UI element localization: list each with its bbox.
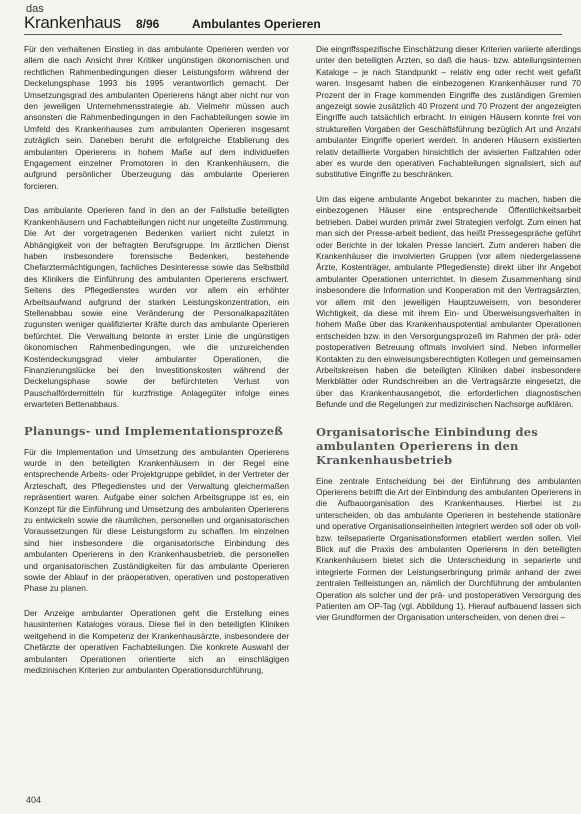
magazine-name-prefix: das <box>26 3 44 15</box>
paragraph: Der Anzeige ambulanter Operationen geht die Erstellung eines hausinternen Kataloges voraus. Diese fiel in den beteiligten Kliniken weitgehend in die Kompetenz der Krankenhausärzte, insbesondere der Chefärzte der operativen Fachabteilungen. Die konkrete Auswahl der ambulanten Operationen orientierte sich an einschlägigen medizinischen Kriterien zur ambulanten Operationsdurchführung, <box>24 607 289 675</box>
paragraph: Um das eigene ambulante Angebot bekannter zu machen, haben die einbezogenen Häuser eine entsprechende Öffentlichkeitsarbeit betrieben. Dabei wurden primär zwei Strategien verfolgt. Zum einen hat man sich der Presse-arbeit bedient, das heißt Pressegespräche geführt oder Berichte in der lokalen Presse lanciert. Zum anderen haben die Krankenhäuser die involvierten Gruppen (vor allem niedergelassene Ärzte, Kostenträger, ambulante Pflegedienste) direkt über ihr Angebot ambulanter Operationen unterrichtet. In diesem Zusammenhang sind insbesondere die Information und Kooperation mit den Vertragsärzten, vor allem mit den jeweiligen Hauptzuweisern, von besonderer Wichtigkeit, da diese mit ihrem Ein- und Überweisungsverhalten in hohem Maße über das Krankenhauspotential ambulanter Operationen entscheiden bzw. in den Versorgungsprozeß im Rahmen der prä- oder postoperativen Betreuung oftmals involviert sind. Neben informeller Kontakten zu den einweisungsberechtigten Kollegen und gemeinsamen Arbeitskreisen haben die beteiligten Kliniken dabei insbesondere Merkblätter oder Rundschreiben an die Vertragsärzte eingesetzt, die über das Krankenhausangebot, die erforderlichen diagnostischen Befunde und die Regelungen zur medizinischen Nachsorge aufklären. <box>316 193 581 410</box>
paragraph: Die eingriffsspezifische Einschätzung dieser Kriterien variierte allerdings unter den beteiligten Ärzten, so daß die haus- bzw. abteilungsinternen Kataloge – je nach Standpunkt – relativ eng oder recht weit gefaßt waren. Insgesamt haben die einbezogenen Krankenhäuser rund 70 Prozent der in Frage kommenden Eingriffe des zuständigen Gremien angezeigt sowie zusätzlich 40 Prozent und 70 Prozent der angezeigten Eingriffe auch tatsächlich erbracht. In einigen Häusern konnte frei von strukturellen Vorgaben der Geschäftsführung bezüglich Art und Anzahl ambulanter Eingriffe operiert werden. In anderen Häusern existierten relativ detaillierte Vorgaben hinsichtlich der avisierten Fallzahlen oder aber es wurde den operativen Fachabteilungen signalisiert, sich auf substitutive Eingriffe zu beschränken. <box>316 44 581 180</box>
section-rubric: Ambulantes Operieren <box>192 17 321 31</box>
paragraph: Das ambulante Operieren fand in den an der Fallstudie beteiligten Krankenhäusern und Fachabteilungen nicht nur ungeteilte Zustimmung. Die Art der vorgetragenen Bedenken variiert nicht zuletzt in Abhängigkeit von der befragten Berufsgruppe. Im ärztlichen Dienst haben insbesondere forensische Bedenken, bestehende Chefarztermächtigungen, fachliches Desinteresse sowie das Selbstbild des Klinikers die Einführung des ambulanten Operierens erschwert. Seitens des Pflegedienstes wurden vor allem ein erhöhter Arbeitsaufwand aufgrund der starken Leistungskonzentration, ein Stellenabbau sowie eine Veränderung der Personalkapazitäten zugunsten weniger qualifizierter Kräfte durch das ambulante Operieren befürchtet. Die Verwaltung betonte in erster Linie die ungünstigen ökonomischen Rahmenbedingungen, wie die unzureichenden Kostendeckungsgrad vieler ambulanter Operationen, die Finanzierungslücke bei den Investitionskosten während der Deckelungsphase sowie der befürchteten Verlust von Pauschalfördermitteln für kurzfristige Anlagegüter infolge eines erwarteten Bettenabbaus. <box>24 205 289 410</box>
section-heading: Planungs- und Implementationsprozeß <box>24 423 284 438</box>
magazine-name: Krankenhaus <box>24 13 121 32</box>
paragraph: Für die Implementation und Umsetzung des ambulanten Operierens wurde in den beteiligten Krankenhäusern in der Regel eine entsprechende Arbeits- oder Projektgruppe gebildet, in der Vertreter der Ärzteschaft, des Pflegedienstes und der Verwaltung gleichermaßen repräsentiert waren. Aufgabe einer solchen Arbeitsgruppe ist es, ein Konzept für die Einführung und Umsetzung des ambulanten Operierens zu entwickeln sowie die räumlichen, personellen und organisatorischen Voraussetzungen für diese Leistungsform zu schaffen. Im einzelnen sind hier insbesondere die organisatorische Einbindung des ambulanten Operierens in den Krankenhausbetrieb, die personellen und organisatorischen Zuständigkeiten für das ambulante Operieren sowie der Ablauf in der präoperativen, operativen und postoperativen Phase zu planen. <box>24 446 289 594</box>
paragraph: Für den verhaltenen Einstieg in das ambulante Operieren werden vor allem die nach Ansicht ihrer Kritiker ungünstigen ökonomischen und rechtlichen Rahmenbedingungen dieser Leistungsform während der Deckelungsphase 1993 bis 1995 verantwortlich gemacht. Der Umsetzungsgrad des ambulanten Operierens hängt aber nicht nur von den jeweiligen Unternehmensstrategie ab. Vielmehr müssen auch ansonsten die Rahmenbedingungen in den Fachabteilungen sowie im Umfeld des Krankenhauses zum ambulanten Operieren insgesamt zuträglich sein. Daneben beruht die erfolgreiche Etablierung des ambulanten Operierens in hohem Maße auf dem individuellen Engagement einzelner Promotoren in den Krankenhäusern, die aufgrund persönlicher Überzeugung das ambulante Operieren forcieren. <box>24 44 289 191</box>
header-rule <box>24 34 562 35</box>
right-column <box>316 44 581 637</box>
section-heading: Organisatorische Einbindung des ambulanten Operierens in den Krankenhausbetrieb <box>316 424 538 467</box>
paragraph: Eine zentrale Entscheidung bei der Einführung des ambulanten Operierens betrifft die Art der Einbindung des ambulanten Operierens in die Aufbauorganisation des Krankenhauses. Hierbei ist zu unterscheiden, ob das ambulante Operieren in bestehende stationäre und operative Organisationseinheiten integriert werden soll oder ob voll- bzw. teilseparierte Organisationsformen etabliert werden sollen. Viel Blick auf die Praxis des ambulanten Operierens in den beteiligten Krankenhäusern bietet sich die Unterscheidung in separierte und integrierte Formen der Leistungserbringung primär anhand der zwei zentralen Teilleistungen an, nämlich der Durchführung der ambulanten Operation als solcher und der prä- und postoperativen Versorgung des Patienten am OP-Tag (vgl. Abbildung 1). Hierauf aufbauend lassen sich vier Grundformen der Organisation unterscheiden, von denen drei – <box>316 475 581 623</box>
issue-number: 8/96 <box>136 17 160 31</box>
page-header <box>24 4 564 34</box>
page-number: 404 <box>26 795 42 805</box>
left-column <box>24 44 289 689</box>
